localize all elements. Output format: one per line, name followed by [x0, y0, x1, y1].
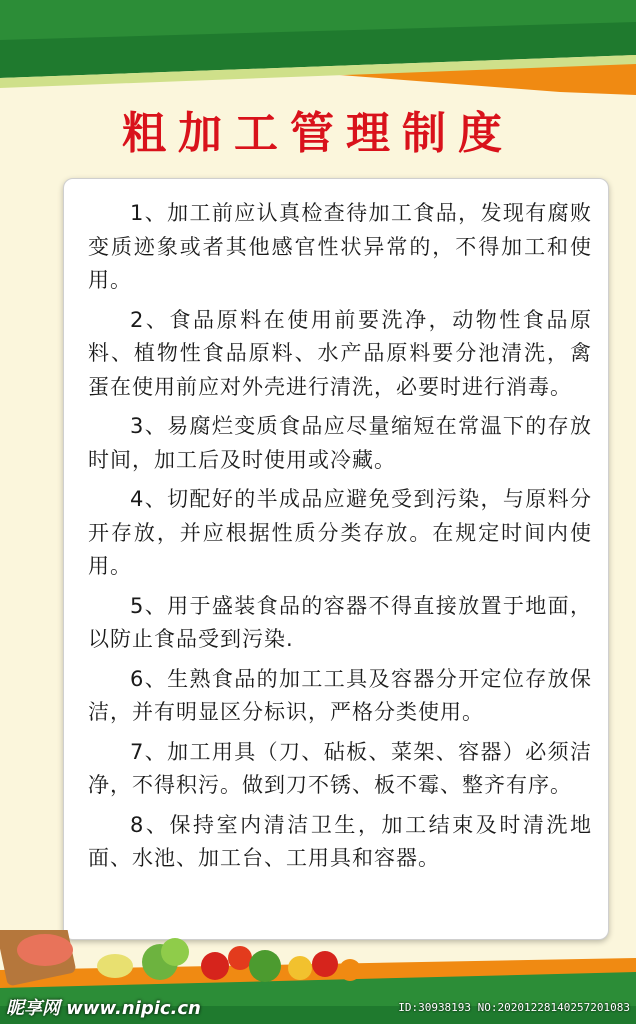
image-id-label: ID:30938193 NO:20201228140257201083 — [398, 1001, 630, 1014]
rule-item: 6、生熟食品的加工工具及容器分开定位存放保洁，并有明显区分标识，严格分类使用。 — [88, 666, 592, 724]
rule-item: 3、易腐烂变质食品应尽量缩短在常温下的存放时间，加工后及时使用或冷藏。 — [88, 414, 592, 472]
rule-item: 7、加工用具（刀、砧板、菜架、容器）必须洁净，不得积污。做到刀不锈、板不霉、整齐有序。 — [88, 739, 592, 797]
header-decoration — [0, 0, 636, 110]
rules-panel — [63, 178, 609, 940]
rule-item: 2、食品原料在使用前要洗净，动物性食品原料、植物性食品原料、水产品原料要分池清洗，禽蛋在使用前应对外壳进行清洗，必要时进行消毒。 — [88, 307, 592, 399]
page-title: 粗加工管理制度 — [122, 108, 514, 159]
rule-item: 8、保持室内清洁卫生，加工结束及时清洗地面、水池、加工台、工用具和容器。 — [88, 812, 592, 870]
rule-item: 4、切配好的半成品应避免受到污染，与原料分开存放，并应根据性质分类存放。在规定时间内使用。 — [88, 487, 592, 578]
watermark-logo: 昵享网 www.nipic.cn — [6, 998, 201, 1019]
rule-item: 5、用于盛装食品的容器不得直接放置于地面，以防止食品受到污染. — [88, 593, 592, 651]
rule-item: 1、加工前应认真检查待加工食品，发现有腐败变质迹象或者其他感官性状异常的，不得加工和使用。 — [88, 201, 592, 292]
